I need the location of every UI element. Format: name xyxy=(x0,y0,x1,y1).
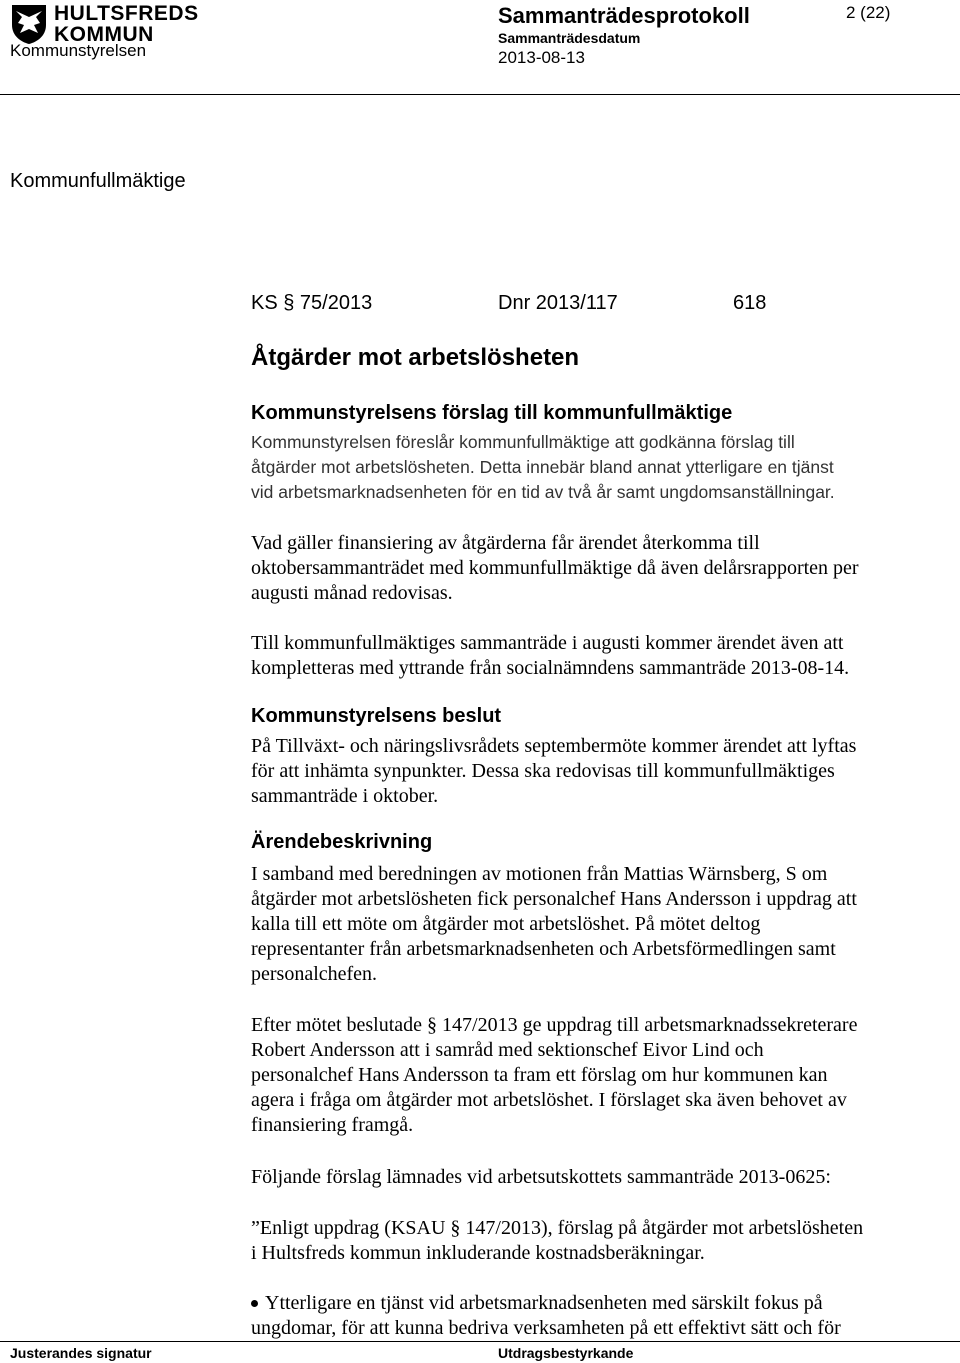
text-line: finansiering framgå. xyxy=(251,1114,414,1136)
text-line: åtgärder mot arbetslösheten fick personalchef Hans Andersson i uppdrag att xyxy=(251,888,857,910)
text-line: i Hultsfreds kommun inkluderande kostnadsberäkningar. xyxy=(251,1242,705,1264)
text-line: ”Enligt uppdrag (KSAU § 147/2013), förslag på åtgärder mot arbetslösheten xyxy=(251,1217,864,1239)
logo-text-line2: KOMMUN xyxy=(54,23,154,46)
paragraph-beslut-1 xyxy=(251,734,856,809)
paragraph-arende-2 xyxy=(251,1013,857,1138)
case-number: KS § 75/2013 xyxy=(251,292,373,314)
footer-certification-label: Utdragsbestyrkande xyxy=(498,1345,634,1361)
paragraph-arende-1 xyxy=(251,862,857,987)
bullet-icon xyxy=(251,1300,258,1307)
municipality-logo xyxy=(10,2,199,46)
footer-divider xyxy=(0,1341,960,1342)
paragraph-forslag-3 xyxy=(251,631,849,681)
paragraph-arende-quote xyxy=(251,1216,863,1266)
text-line: På Tillväxt- och näringslivsrådets septembermöte kommer ärendet att lyftas xyxy=(251,735,857,757)
text-line: för att inhämta synpunkter. Dessa ska redovisas till kommunfullmäktiges xyxy=(251,760,835,782)
section-heading-beslut: Kommunstyrelsens beslut xyxy=(251,705,502,727)
paragraph-forslag-2 xyxy=(251,531,859,606)
diary-number: Dnr 2013/117 xyxy=(498,292,618,314)
footer-signature-label: Justerandes signatur xyxy=(10,1345,152,1361)
text-line: sammanträde i oktober. xyxy=(251,785,439,807)
text-line: oktobersammanträdet med kommunfullmäktige då även delårsrapporten per xyxy=(251,557,859,579)
bullet-list-item xyxy=(251,1291,841,1341)
text-line: representanter från arbetsmarknadsenheten och Arbetsförmedlingen samt xyxy=(251,938,836,960)
text-line: personalchefen. xyxy=(251,963,378,985)
meeting-date: 2013-08-13 xyxy=(498,48,585,67)
recipient: Kommunfullmäktige xyxy=(10,170,186,192)
text-line: vid arbetsmarknadsenheten för en tid av två år samt ungdomsanställningar. xyxy=(251,482,835,502)
meeting-date-label: Sammanträdesdatum xyxy=(498,30,641,46)
logo-text-line1: HULTSFREDS xyxy=(54,2,199,25)
header-divider xyxy=(0,94,960,95)
text-line: I samband med beredningen av motionen från Mattias Wärnsberg, S om xyxy=(251,863,828,885)
coat-of-arms-icon xyxy=(10,3,48,45)
section-heading-forslag: Kommunstyrelsens förslag till kommunfullmäktige xyxy=(251,402,733,424)
text-line: Till kommunfullmäktiges sammanträde i augusti kommer ärendet även att xyxy=(251,632,844,654)
page-title: Åtgärder mot arbetslösheten xyxy=(251,344,580,371)
document-type-title: Sammanträdesprotokoll xyxy=(498,3,750,28)
section-heading-arendebeskrivning: Ärendebeskrivning xyxy=(251,831,433,853)
text-line: Efter mötet beslutade § 147/2013 ge uppdrag till arbetsmarknadssekreterare xyxy=(251,1014,858,1036)
text-line: personalchef Hans Andersson ta fram ett förslag om hur kommunen kan xyxy=(251,1064,828,1086)
text-line: åtgärder mot arbetslösheten. Detta innebär bland annat ytterligare en tjänst xyxy=(251,457,834,477)
text-line: Följande förslag lämnades vid arbetsutskottets sammanträde 2013-0625: xyxy=(251,1166,831,1188)
header-organization: Kommunstyrelsen xyxy=(10,41,147,60)
text-line: agera i fråga om åtgärder mot arbetslöshet. I förslaget ska även behovet av xyxy=(251,1089,847,1111)
case-code: 618 xyxy=(733,292,767,314)
paragraph-forslag-1 xyxy=(251,430,835,505)
text-line: Vad gäller finansiering av åtgärderna får ärendet återkomma till xyxy=(251,532,760,554)
text-line: kompletteras med yttrande från socialnämndens sammanträde 2013-08-14. xyxy=(251,657,850,679)
text-line: augusti månad redovisas. xyxy=(251,582,453,604)
text-line: Kommunstyrelsen föreslår kommunfullmäktige att godkänna förslag till xyxy=(251,432,795,452)
text-line: Ytterligare en tjänst vid arbetsmarknadsenheten med särskilt fokus på xyxy=(265,1292,823,1314)
page-number: 2 (22) xyxy=(846,3,891,22)
paragraph-arende-3 xyxy=(251,1165,831,1190)
text-line: kalla till ett möte om åtgärder mot arbetslöshet. På mötet deltog xyxy=(251,913,761,935)
text-line: ungdomar, för att kunna bedriva verksamheten på ett effektivt sätt och för xyxy=(251,1317,841,1339)
text-line: Robert Andersson att i samråd med sektionschef Eivor Lind och xyxy=(251,1039,764,1061)
